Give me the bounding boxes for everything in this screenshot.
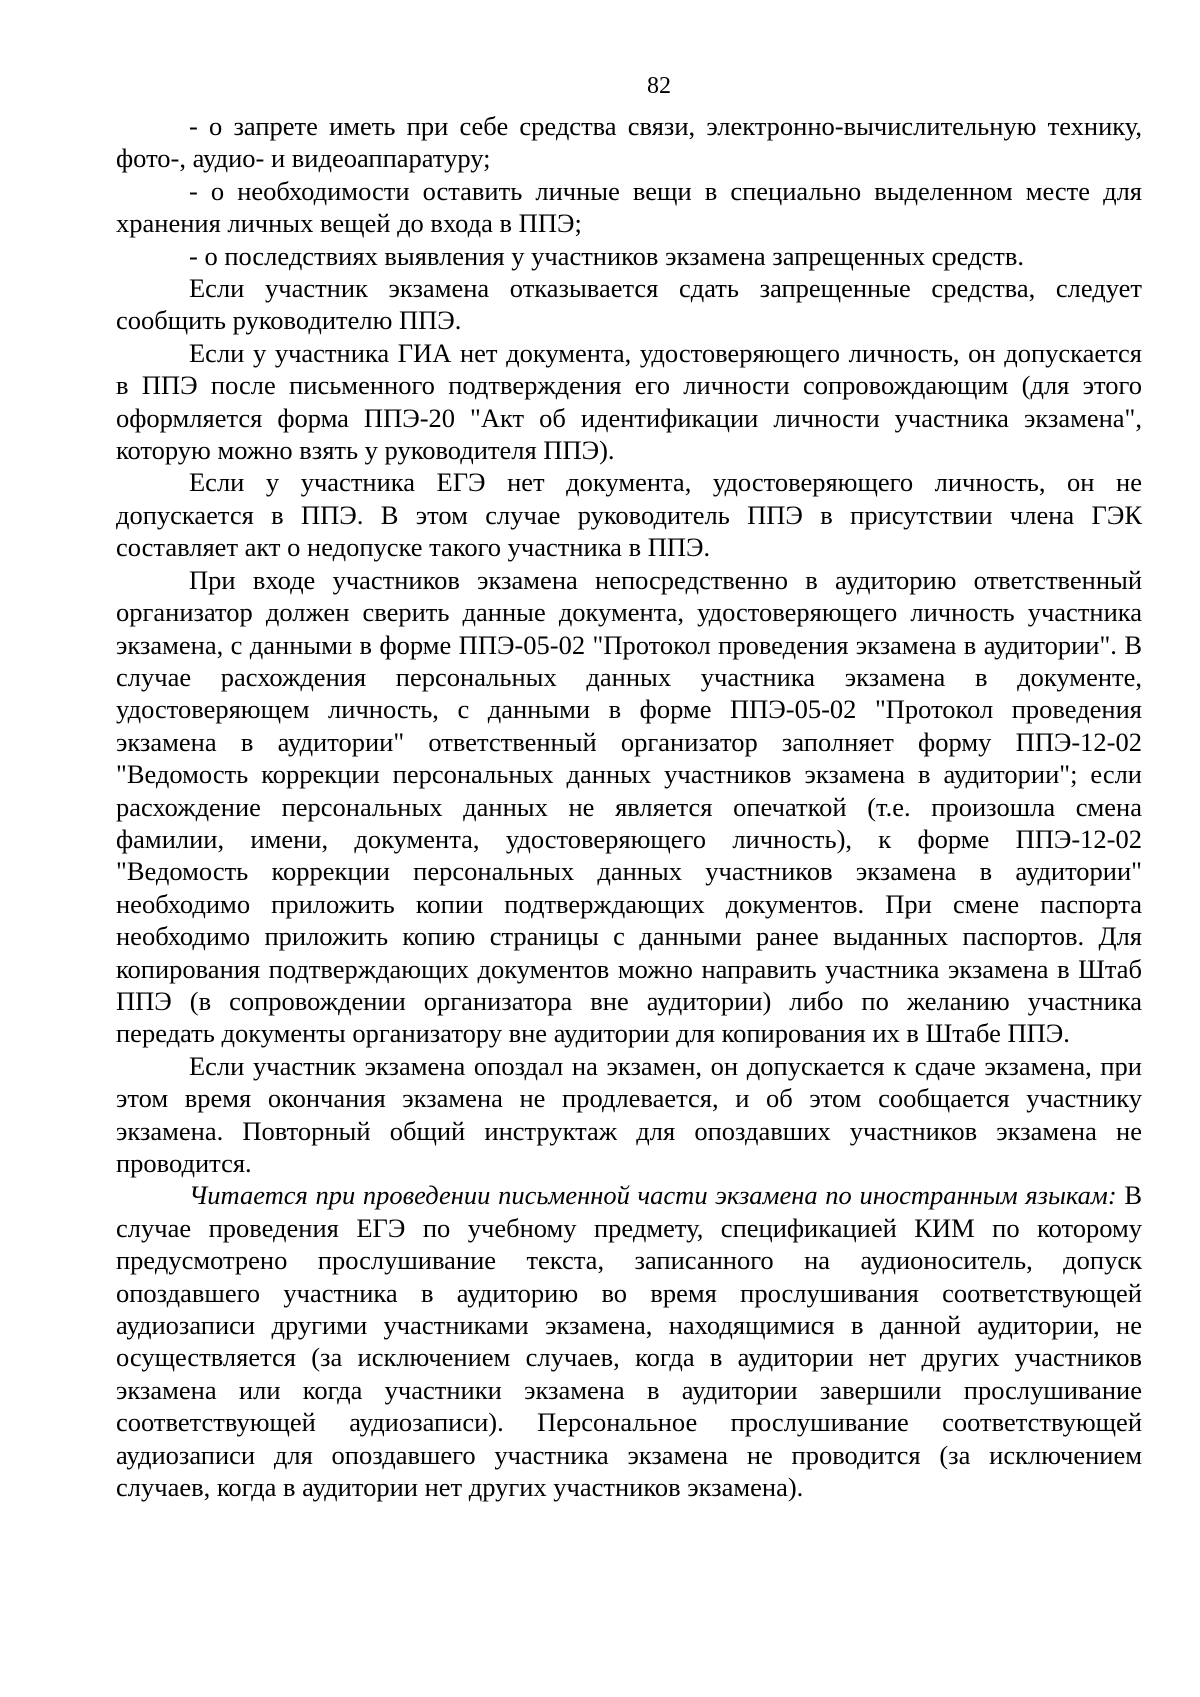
paragraph-refusal: Если участник экзамена отказывается сдать запрещенные средства, следует сообщить руководителю ППЭ. — [116, 273, 1142, 336]
paragraph-consequences: - о последствиях выявления у участников экзамена запрещенных средств. — [189, 240, 1024, 271]
paragraph-late-participant: Если участник экзамена опоздал на экзамен, он допускается к сдаче экзамена, при этом время окончания экзамена не продлевается, и об этом сообщается участнику экзамена. Повторный общий инструктаж для опоздавших участников экзамена не проводится. — [116, 1050, 1142, 1178]
page-number: 82 — [647, 73, 671, 99]
paragraph-gia-no-document: Если у участника ГИА нет документа, удостоверяющего личность, он допускается в ППЭ после письменного подтверждения его личности сопровождающим (для этого оформляется форма ППЭ-20 "Акт об идентификации личности участника экзамена", которую можно взять у руководителя ППЭ). — [116, 337, 1142, 466]
paragraph-entrance-check: При входе участников экзамена непосредственно в аудиторию ответственный организатор должен сверить данные документа, удостоверяющего личность участника экзамена, с данными в форме ППЭ-05-02 "Протокол проведения экзамена в аудитории". В случае расхождения персональных данных участника экзамена в документе, удостоверяющем личность, с данными в форме ППЭ-05-02 "Протокол проведения экзамена в аудитории" ответственный организатор заполняет форму ППЭ-12-02 "Ведомость коррекции персональных данных участников экзамена в аудитории"; если расхождение персональных данных не является опечаткой (т.е. произошла смена фамилии, имени, документа, удостоверяющего личность), к форме ППЭ-12-02 "Ведомость коррекции персональных данных участников экзамена в аудитории" необходимо приложить копии подтверждающих документов. При смене паспорта необходимо приложить копию страницы с данными ранее выданных паспортов. Для копирования подтверждающих документов можно направить участника экзамена в Штаб ППЭ (в сопровождении организатора вне аудитории) либо по желанию участника передать документы организатору вне аудитории для копирования их в Штабе ППЭ. — [116, 564, 1142, 1049]
italic-lead-note: Читается при проведении письменной части экзамена по иностранным языкам: — [189, 1180, 1117, 1211]
foreign-languages-text: В случае проведения ЕГЭ по учебному предмету, спецификацией КИМ по которому предусмотрено прослушивание текста, записанного на аудионоситель, допуск опоздавшего участника в аудиторию во время прослушивания соответствующей аудиозаписи другими участниками экзамена, находящимися в данной аудитории, не осуществляется (за исключением случаев, когда в аудитории нет других участников экзамена или когда участники экзамена в аудитории завершили прослушивание соответствующей аудиозаписи). Персональное прослушивание соответствующей аудиозаписи для опоздавшего участника экзамена не проводится (за исключением случаев, когда в аудитории нет других участников экзамена). — [116, 1180, 1142, 1503]
paragraph-ban-devices: - о запрете иметь при себе средства связи, электронно-вычислительную технику, фото-, аудио- и видеоаппаратуру; — [116, 111, 1142, 174]
paragraph-foreign-languages — [116, 1179, 1142, 1503]
paragraph-ege-no-document: Если у участника ЕГЭ нет документа, удостоверяющего личность, он не допускается в ППЭ. В этом случае руководитель ППЭ в присутствии члена ГЭК составляет акт о недопуске такого участника в ППЭ. — [116, 467, 1142, 563]
document-body — [116, 110, 1142, 1503]
paragraph-personal-belongings: - о необходимости оставить личные вещи в специально выделенном месте для хранения личных вещей до входа в ППЭ; — [116, 175, 1142, 239]
